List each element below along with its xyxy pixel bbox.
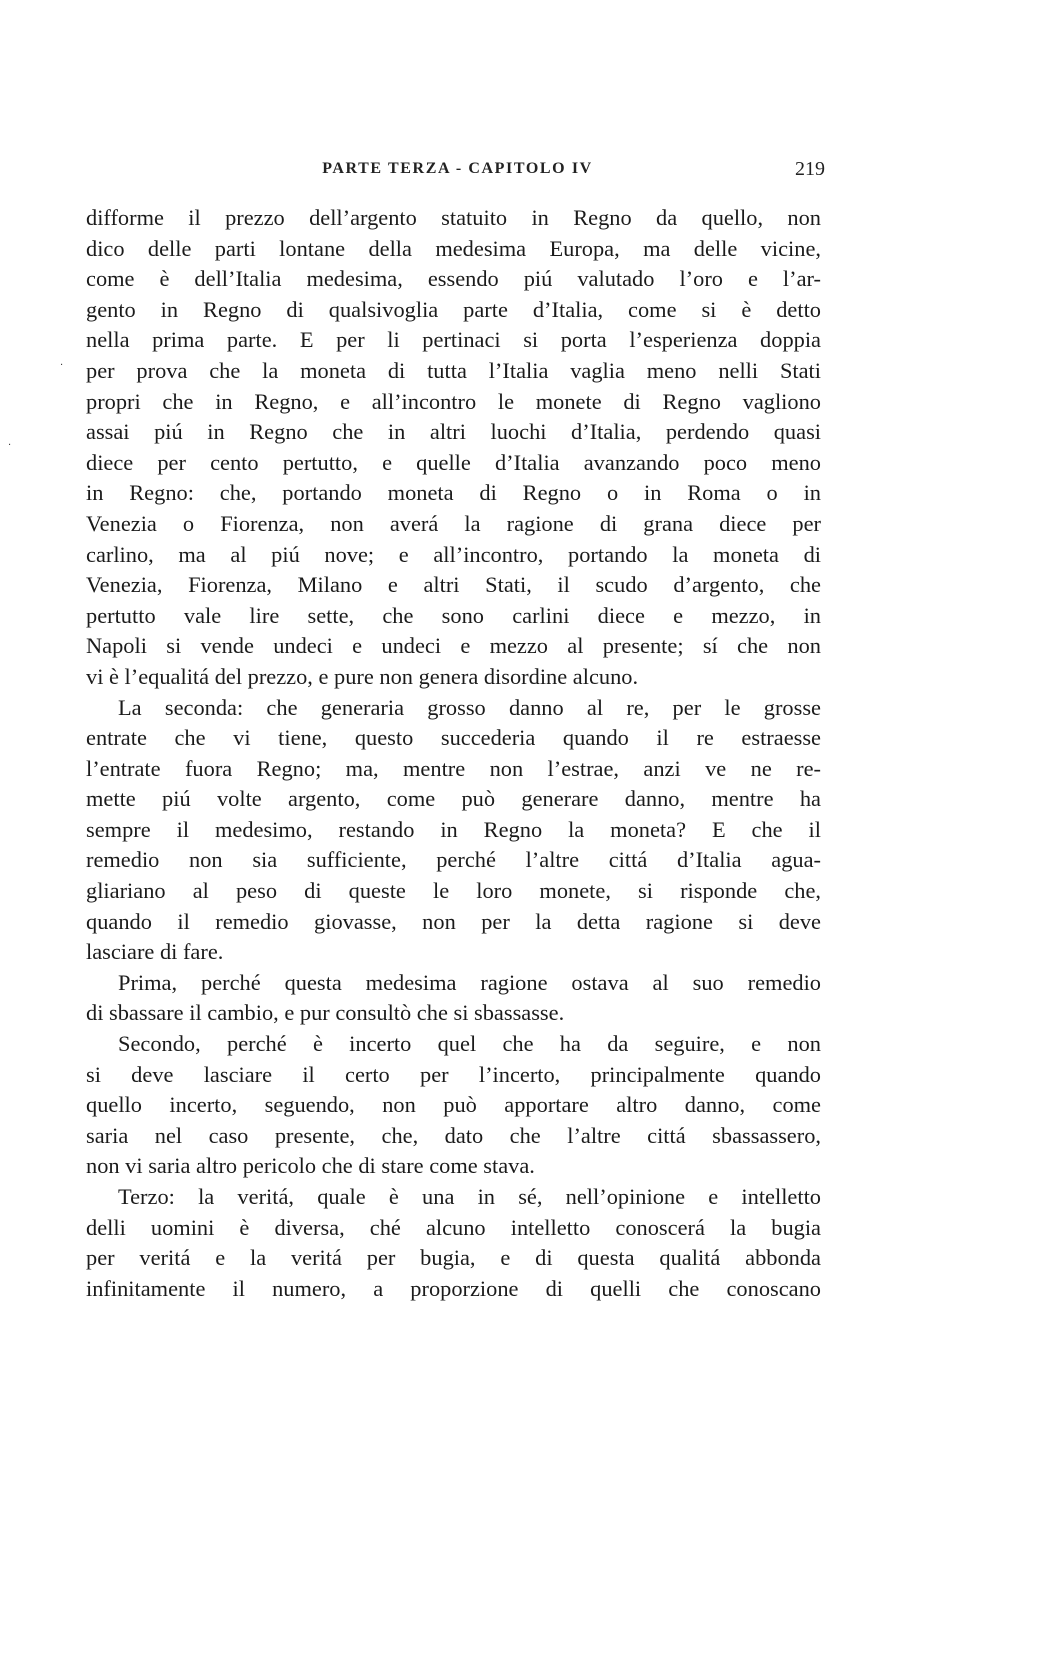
- text-line: quello incerto, seguendo, non può apportare altro danno, come: [86, 1092, 821, 1118]
- text-line: dico delle parti lontane della medesima Europa, ma delle vicine,: [86, 235, 821, 261]
- margin-speck: ·: [60, 360, 64, 371]
- text-line: in Regno: che, portando moneta di Regno o in Roma o in: [86, 480, 821, 506]
- text-line: Venezia, Fiorenza, Milano e altri Stati, il scudo d’argento, che: [86, 572, 821, 598]
- text-line: mette piú volte argento, come può generare danno, mentre ha: [86, 786, 821, 812]
- text-line: si deve lasciare il certo per l’incerto, principalmente quando: [86, 1061, 821, 1087]
- text-line: difforme il prezzo dell’argento statuito in Regno da quello, non: [86, 205, 821, 230]
- running-title: PARTE TERZA - CAPITOLO IV: [322, 160, 593, 177]
- text-line: Terzo: la veritá, quale è una in sé, nell’opinione e intelletto: [118, 1184, 821, 1209]
- text-line: Napoli si vende undeci e undeci e mezzo al presente; sí che non: [86, 633, 821, 659]
- text-line: come è dell’Italia medesima, essendo piú valutado l’oro e l’ar-: [86, 266, 821, 292]
- text-line: per veritá e la veritá per bugia, e di questa qualitá abbonda: [86, 1245, 821, 1271]
- text-line: Secondo, perché è incerto quel che ha da seguire, e non: [118, 1031, 821, 1057]
- running-head: [90, 158, 825, 182]
- text-line: Prima, perché questa medesima ragione ostava al suo remedio: [118, 969, 821, 995]
- text-line: assai piú in Regno che in altri luochi d’Italia, perdendo quasi: [86, 419, 821, 445]
- text-line: di sbassare il cambio, e pur consultò che si sbassasse.: [86, 1000, 565, 1026]
- text-line: entrate che vi tiene, questo succederia quando il re estraesse: [86, 725, 821, 751]
- text-line: non vi saria altro pericolo che di stare come stava.: [86, 1153, 535, 1179]
- text-line: carlino, ma al piú nove; e all’incontro, portando la moneta di: [86, 541, 821, 567]
- page-number: 219: [795, 158, 825, 180]
- text-line: remedio non sia sufficiente, perché l’altre cittá d’Italia agua-: [86, 847, 821, 873]
- text-line: per prova che la moneta di tutta l’Italia vaglia meno nelli Stati: [86, 357, 821, 383]
- text-line: l’entrate fuora Regno; ma, mentre non l’estrae, anzi ve ne re-: [86, 755, 821, 781]
- text-line: infinitamente il numero, a proporzione di quelli che conoscano: [86, 1275, 821, 1301]
- text-line: Venezia o Fiorenza, non averá la ragione di grana diece per: [86, 510, 821, 536]
- text-line: vi è l’equalitá del prezzo, e pure non genera disordine alcuno.: [86, 663, 639, 689]
- text-line: diece per cento pertutto, e quelle d’Italia avanzando poco meno: [86, 449, 821, 475]
- text-line: gento in Regno di qualsivoglia parte d’Italia, come si è detto: [86, 296, 821, 322]
- text-line: sempre il medesimo, restando in Regno la moneta? E che il: [86, 816, 821, 842]
- text-line: saria nel caso presente, che, dato che l’altre cittá sbassassero,: [86, 1122, 821, 1148]
- text-line: nella prima parte. E per li pertinaci si porta l’esperienza doppia: [86, 327, 821, 353]
- text-line: gliariano al peso di queste le loro monete, si risponde che,: [86, 878, 821, 904]
- text-line: propri che in Regno, e all’incontro le monete di Regno vagliono: [86, 388, 821, 414]
- text-line: lasciare di fare.: [86, 939, 224, 965]
- body-text: [86, 203, 821, 1304]
- text-line: quando il remedio giovasse, non per la detta ragione si deve: [86, 908, 821, 934]
- margin-speck: ·: [8, 440, 12, 451]
- text-line: delli uomini è diversa, ché alcuno intelletto conoscerá la bugia: [86, 1214, 821, 1240]
- text-line: pertutto vale lire sette, che sono carlini diece e mezzo, in: [86, 602, 821, 628]
- text-line: La seconda: che generaria grosso danno al re, per le grosse: [118, 694, 821, 720]
